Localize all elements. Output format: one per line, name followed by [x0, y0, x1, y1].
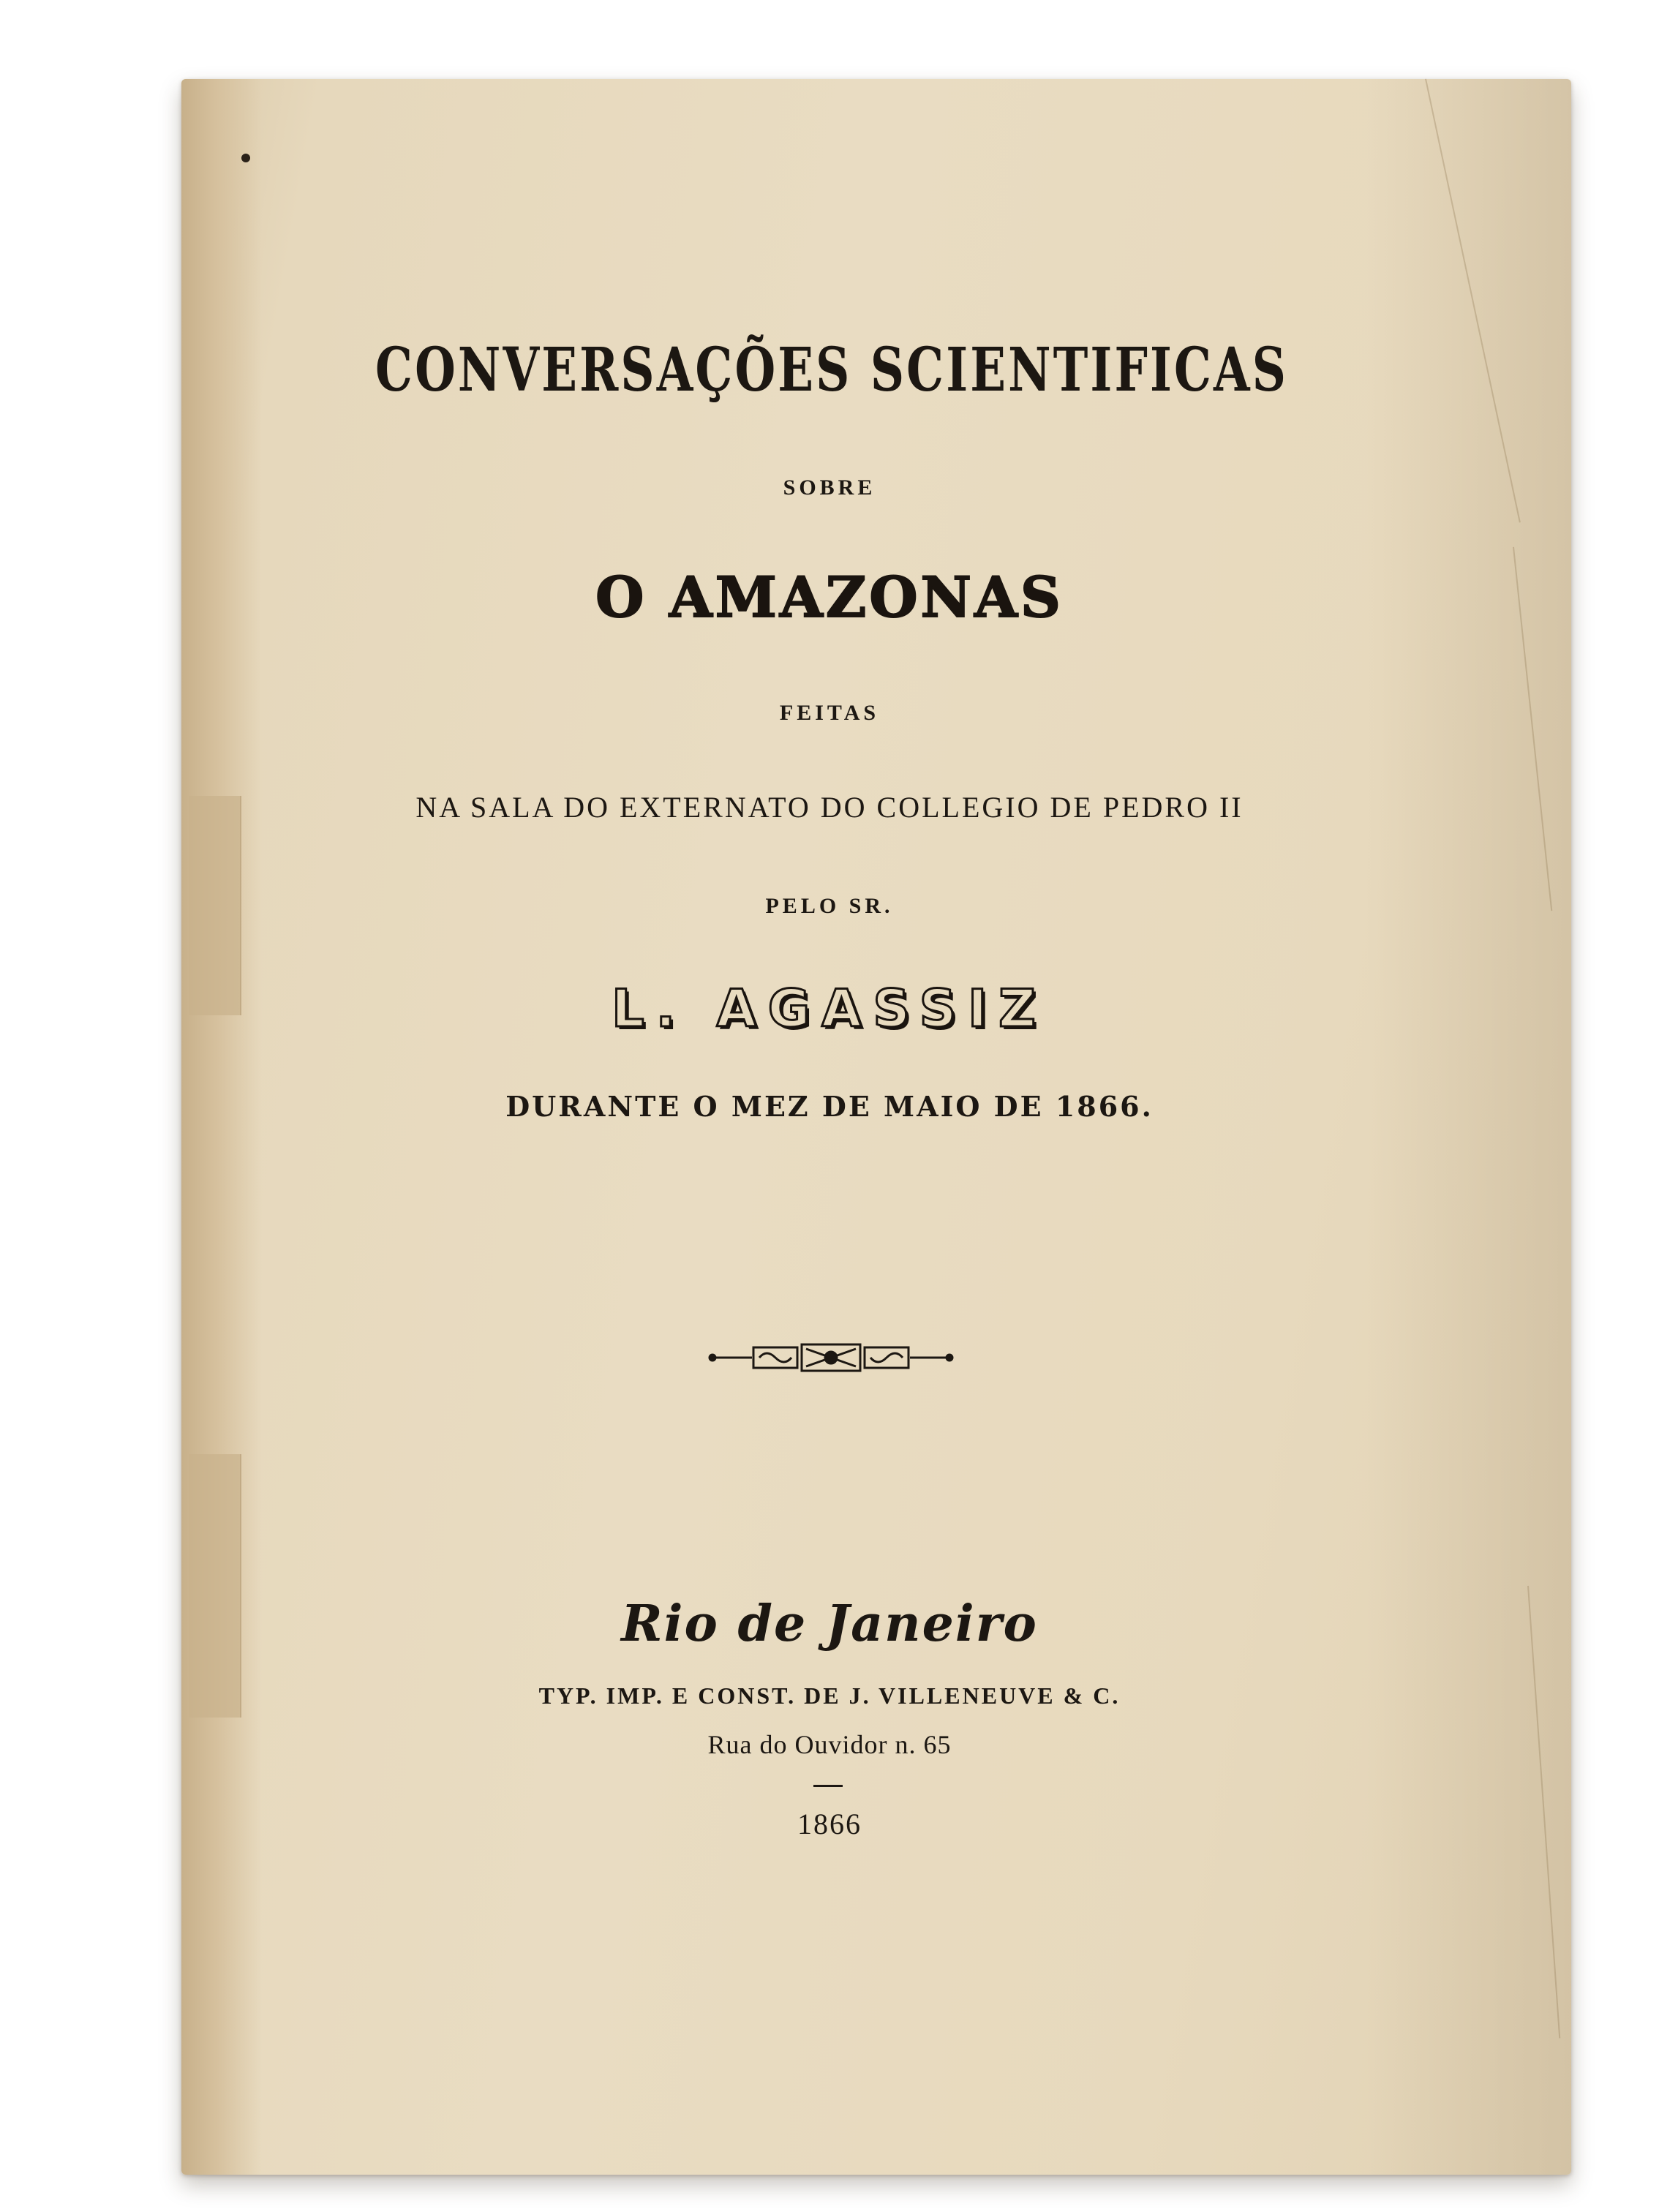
subtitle-feitas: FEITAS — [779, 701, 880, 725]
imprint-address: Rua do Ouvidor n. 65 — [707, 1730, 952, 1759]
author-name: L. AGASSIZ — [612, 979, 1047, 1039]
page-title: CONVERSAÇÕES SCIENTIFICAS — [375, 335, 1289, 405]
location-line: NA SALA DO EXTERNATO DO COLLEGIO DE PEDRO II — [415, 791, 1244, 824]
subject-heading: O AMAZONAS — [595, 565, 1064, 630]
subtitle-pelo: PELO SR. — [765, 894, 894, 918]
imprint-year: 1866 — [797, 1807, 862, 1840]
divider-rule — [813, 1785, 843, 1787]
imprint-printer: TYP. IMP. E CONST. DE J. VILLENEUVE & C. — [538, 1682, 1121, 1709]
spine-tear — [189, 1454, 241, 1718]
imprint-city: Rio de Janeiro — [621, 1595, 1038, 1653]
ornament-divider-icon — [708, 1337, 954, 1378]
subtitle-sobre: SOBRE — [783, 475, 876, 500]
date-line: DURANTE O MEZ DE MAIO DE 1866. — [505, 1090, 1154, 1123]
binding-hole — [241, 154, 250, 162]
